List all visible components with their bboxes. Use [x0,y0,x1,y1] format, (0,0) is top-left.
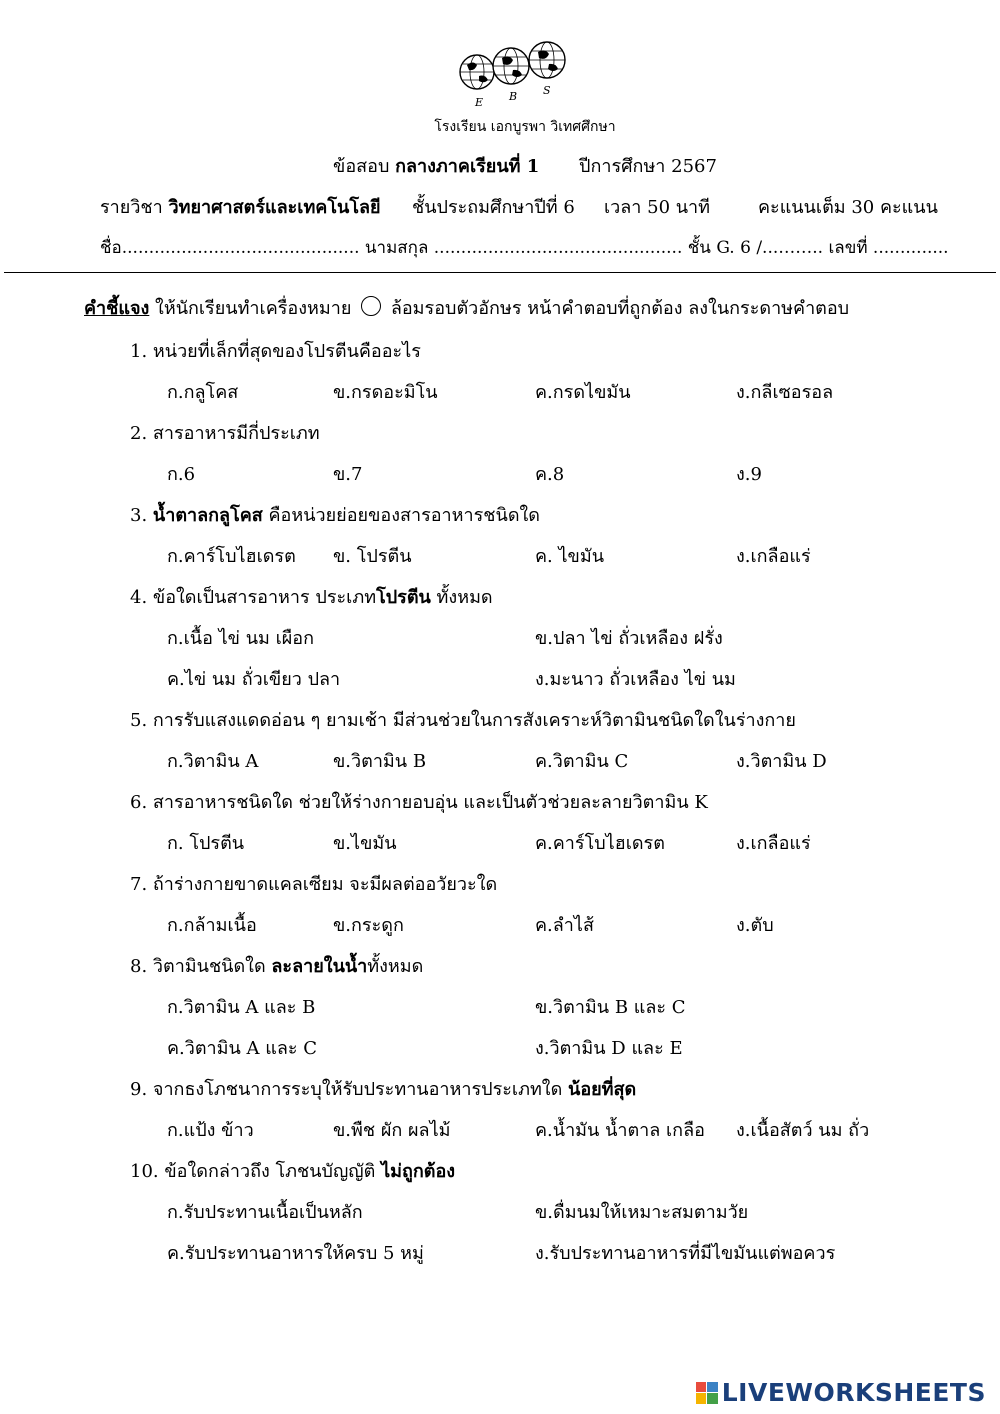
q6-option-c[interactable]: ค.คาร์โบไฮเดรต [535,833,665,854]
time-label: เวลา 50 นาที [604,197,711,218]
q1-option-b[interactable]: ข.กรดอะมิโน [333,382,438,403]
q5-option-a[interactable]: ก.วิตามิน A [167,751,259,772]
circle-mark-icon [361,296,381,316]
q4-option-b[interactable]: ข.ปลา ไข่ ถั่วเหลือง ฝรั่ง [535,628,723,649]
exam-prefix: ข้อสอบ [333,156,396,177]
subject-name: วิทยาศาสตร์และเทคโนโลยี [168,197,381,218]
q1-option-c[interactable]: ค.กรดไขมัน [535,382,631,403]
q7-option-c[interactable]: ค.ลำไส้ [535,915,594,936]
grade-label: ชั้นประถมศึกษาปีที่ 6 [412,197,575,218]
q9-option-d[interactable]: ง.เนื้อสัตว์ นม ถั่ว [736,1120,870,1141]
question-4: 4. ข้อใดเป็นสารอาหาร ประเภทโปรตีน ทั้งหมด [130,587,493,608]
q3-option-b[interactable]: ข. โปรตีน [333,546,412,567]
logo-square-2 [707,1382,718,1393]
subject [100,192,381,221]
liveworksheets-logo-icon [696,1382,718,1404]
instructions-label: คำชี้แจง [84,298,150,319]
exam-title [0,151,1000,180]
q6-option-a[interactable]: ก. โปรตีน [167,833,245,854]
q8-option-c[interactable]: ค.วิตามิน A และ C [167,1038,318,1059]
q10-option-c[interactable]: ค.รับประทานอาหารให้ครบ 5 หมู่ [167,1243,424,1264]
q1-option-d[interactable]: ง.กลีเซอรอล [736,382,834,403]
logo-letter-b: B [509,90,518,103]
exam-term: กลางภาคเรียนที่ 1 [395,156,540,177]
school-name: โรงเรียน เอกบูรพา วิเทศศึกษา [434,119,616,135]
q7-option-d[interactable]: ง.ตับ [736,915,774,936]
subject-prefix: รายวิชา [100,197,169,218]
q2-option-a[interactable]: ก.6 [167,464,196,485]
q10-option-d[interactable]: ง.รับประทานอาหารที่มีไขมันแต่พอควร [535,1243,836,1264]
q10-option-a[interactable]: ก.รับประทานเนื้อเป็นหลัก [167,1202,363,1223]
question-9: 9. จากธงโภชนาการระบุให้รับประทานอาหารประเภทใด น้อยที่สุด [130,1079,637,1100]
q7-option-a[interactable]: ก.กล้ามเนื้อ [167,915,257,936]
header-divider [4,272,996,273]
question-3: 3. น้ำตาลกลูโคส คือหน่วยย่อยของสารอาหารชนิดใด [130,505,540,526]
q9-option-a[interactable]: ก.แป้ง ข้าว [167,1120,254,1141]
q9-option-b[interactable]: ข.พืช ผัก ผลไม้ [333,1120,451,1141]
q3-option-a[interactable]: ก.คาร์โบไฮเดรต [167,546,296,567]
q6-option-b[interactable]: ข.ไขมัน [333,833,397,854]
q5-option-d[interactable]: ง.วิตามิน D [736,751,827,772]
logo-square-3 [696,1393,707,1404]
q4-option-d[interactable]: ง.มะนาว ถั่วเหลือง ไข่ นม [535,669,736,690]
q7-option-b[interactable]: ข.กระดูก [333,915,404,936]
q3-option-c[interactable]: ค. ไขมัน [535,546,605,567]
score-label: คะแนนเต็ม 30 คะแนน [758,197,938,218]
q2-option-d[interactable]: ง.9 [736,464,762,485]
q4-option-a[interactable]: ก.เนื้อ ไข่ นม เผือก [167,628,314,649]
question-1: 1. หน่วยที่เล็กที่สุดของโปรตีนคืออะไร [130,341,421,362]
q9-option-c[interactable]: ค.น้ำมัน น้ำตาล เกลือ [535,1120,705,1141]
question-6: 6. สารอาหารชนิดใด ช่วยให้ร่างกายอบอุ่น และเป็นตัวช่วยละลายวิตามิน K [130,792,708,813]
q3-option-d[interactable]: ง.เกลือแร่ [736,546,811,567]
q2-option-c[interactable]: ค.8 [535,464,565,485]
question-10: 10. ข้อใดกล่าวถึง โภชนบัญญัติ ไม่ถูกต้อง [130,1161,456,1182]
q8-option-a[interactable]: ก.วิตามิน A และ B [167,997,316,1018]
logo-square-1 [696,1382,707,1393]
logo-square-4 [707,1393,718,1404]
q10-option-b[interactable]: ข.ดื่มนมให้เหมาะสมตามวัย [535,1202,749,1223]
question-8: 8. วิตามินชนิดใด ละลายในน้ำทั้งหมด [130,956,424,977]
q1-option-a[interactable]: ก.กลูโคส [167,382,239,403]
q5-option-b[interactable]: ข.วิตามิน B [333,751,427,772]
logo-letter-e: E [475,96,484,109]
liveworksheets-text: LIVEWORKSHEETS [721,1378,986,1407]
q5-option-c[interactable]: ค.วิตามิน C [535,751,629,772]
instructions-text-1: ให้นักเรียนทำเครื่องหมาย [149,298,358,319]
school-logo [455,38,575,113]
student-name-line: ชื่อ............................................ นามสกุล .............................................. ชั้น G. 6 /...…….. เลขที่ .............. [100,238,949,258]
q8-option-b[interactable]: ข.วิตามิน B และ C [535,997,686,1018]
question-7: 7. ถ้าร่างกายขาดแคลเซียม จะมีผลต่ออวัยวะใด [130,874,498,895]
question-2: 2. สารอาหารมีกี่ประเภท [130,423,320,444]
exam-year: ปีการศึกษา 2567 [579,156,717,177]
q8-option-d[interactable]: ง.วิตามิน D และ E [535,1038,683,1059]
logo-letter-s: S [543,84,551,97]
instructions [84,293,849,322]
q6-option-d[interactable]: ง.เกลือแร่ [736,833,811,854]
liveworksheets-watermark[interactable] [696,1378,986,1407]
q2-option-b[interactable]: ข.7 [333,464,363,485]
question-5: 5. การรับแสงแดดอ่อน ๆ ยามเช้า มีส่วนช่วยในการสังเคราะห์วิตามินชนิดใดในร่างกาย [130,710,796,731]
q4-option-c[interactable]: ค.ไข่ นม ถั่วเขียว ปลา [167,669,341,690]
instructions-text-2: ล้อมรอบตัวอักษร หน้าคำตอบที่ถูกต้อง ลงในกระดาษคำตอบ [385,298,850,319]
